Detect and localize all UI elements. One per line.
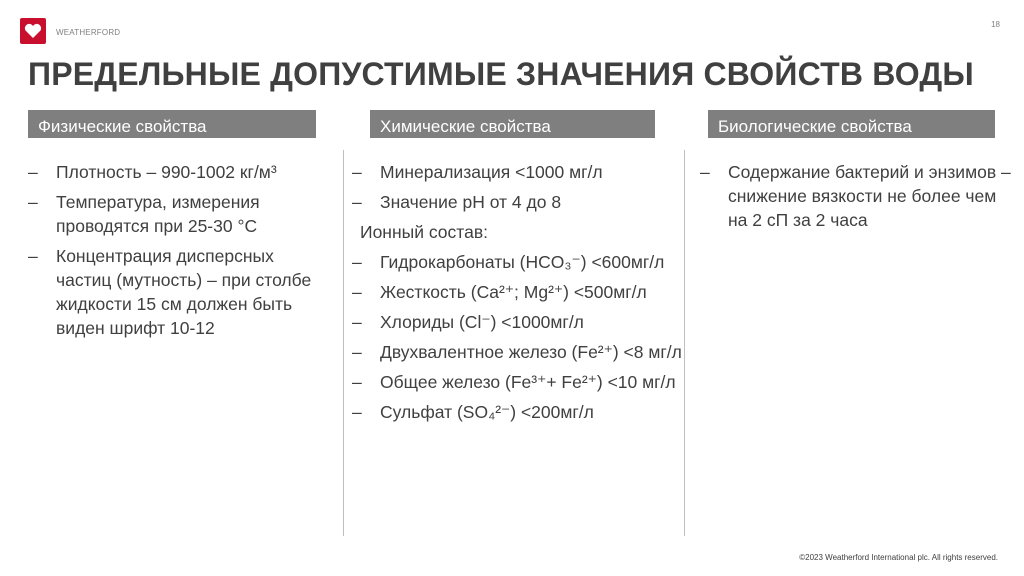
column-header-chemical: Химические свойства bbox=[370, 110, 655, 138]
column-header-biological: Биологические свойства bbox=[708, 110, 995, 138]
list-dash: – bbox=[352, 162, 362, 182]
chemical-properties-list bbox=[352, 160, 682, 430]
copyright-footer: ©2023 Weatherford International plc. All rights reserved. bbox=[799, 553, 998, 562]
list-item-text: Значение pH от 4 до 8 bbox=[380, 192, 562, 212]
list-item bbox=[352, 280, 682, 304]
column-divider bbox=[343, 150, 344, 536]
list-item-text: Температура, измерения проводятся при 25-30 °С bbox=[56, 192, 260, 236]
list-dash: – bbox=[28, 162, 38, 182]
page-title: ПРЕДЕЛЬНЫЕ ДОПУСТИМЫЕ ЗНАЧЕНИЯ СВОЙСТВ ВОДЫ bbox=[28, 56, 974, 92]
list-item bbox=[352, 190, 682, 214]
list-item bbox=[352, 400, 682, 424]
list-item-text: Жесткость (Ca²⁺; Mg²⁺) <500мг/л bbox=[380, 282, 647, 302]
page-number: 18 bbox=[991, 20, 1000, 29]
list-item-text: Минерализация <1000 мг/л bbox=[380, 162, 603, 182]
list-item-text: Плотность – 990-1002 кг/м³ bbox=[56, 162, 277, 182]
brand-name: WEATHERFORD bbox=[56, 28, 121, 37]
list-dash: – bbox=[28, 192, 38, 212]
column-header-physical: Физические свойства bbox=[28, 110, 316, 138]
list-item-text: Концентрация дисперсных частиц (мутность) – при столбе жидкости 15 см должен быть виден шрифт 10-12 bbox=[56, 246, 312, 338]
list-dash: – bbox=[352, 372, 362, 392]
list-dash: – bbox=[352, 312, 362, 332]
list-item bbox=[28, 160, 328, 184]
list-dash: – bbox=[352, 342, 362, 362]
list-item bbox=[700, 160, 1020, 232]
list-item-text: Ионный состав: bbox=[360, 222, 488, 242]
list-item-text: Содержание бактерий и энзимов – снижение вязкости не более чем на 2 сП за 2 часа bbox=[728, 162, 1011, 230]
column-divider bbox=[684, 150, 685, 536]
list-item-text: Хлориды (Cl⁻) <1000мг/л bbox=[380, 312, 584, 332]
list-dash: – bbox=[28, 246, 38, 266]
list-dash: – bbox=[700, 162, 710, 182]
list-dash: – bbox=[352, 282, 362, 302]
list-item bbox=[28, 244, 328, 340]
weatherford-logo bbox=[20, 18, 46, 44]
list-dash: – bbox=[352, 252, 362, 272]
list-item bbox=[352, 310, 682, 334]
heart-icon bbox=[24, 23, 42, 39]
list-dash: – bbox=[352, 402, 362, 422]
list-subheading bbox=[352, 220, 682, 244]
list-item bbox=[352, 370, 682, 394]
list-item bbox=[352, 250, 682, 274]
list-item-text: Двухвалентное железо (Fe²⁺) <8 мг/л bbox=[380, 342, 682, 362]
list-item-text: Общее железо (Fe³⁺+ Fe²⁺) <10 мг/л bbox=[380, 372, 676, 392]
list-item bbox=[352, 160, 682, 184]
list-item bbox=[352, 340, 682, 364]
list-item-text: Гидрокарбонаты (HCO₃⁻) <600мг/л bbox=[380, 252, 665, 272]
list-item-text: Сульфат (SO₄²⁻) <200мг/л bbox=[380, 402, 594, 422]
biological-properties-list bbox=[700, 160, 1020, 238]
list-dash: – bbox=[352, 192, 362, 212]
list-item bbox=[28, 190, 328, 238]
physical-properties-list bbox=[28, 160, 328, 346]
